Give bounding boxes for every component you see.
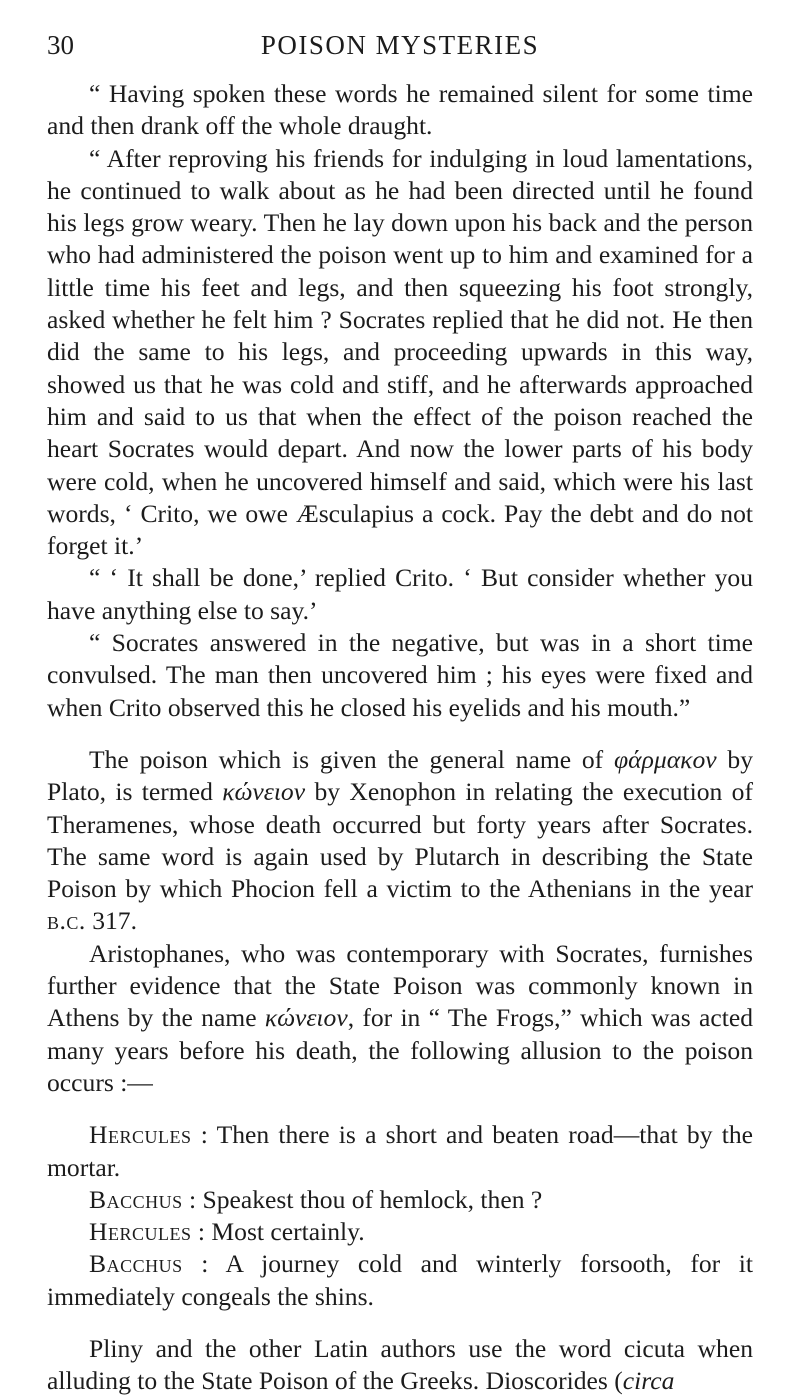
dialogue-line: Hercules : Then there is a short and beaten road—that by the mortar. <box>47 1120 753 1182</box>
dialogue-line: Hercules : Most certainly. <box>89 1217 365 1247</box>
paragraph-having-spoken: “ Having spoken these words he remained silent for some time and then drank off the whole draught. <box>47 79 753 141</box>
italic-circa: circa <box>622 1366 675 1396</box>
body-text <box>47 78 753 1398</box>
greek-term-pharmakon: φάρμακον <box>614 744 717 774</box>
page-number: 30 <box>47 30 74 60</box>
dialogue-line: Bacchus : Speakest thou of hemlock, then ? <box>89 1184 543 1214</box>
paragraph-socrates-answered: “ Socrates answered in the negative, but was in a short time convulsed. The man then uncovered him ; his eyes were fixed and when Crito observed this he closed his eyelids and his mouth.” <box>47 628 753 722</box>
speaker-name: Bacchus <box>89 1249 183 1279</box>
paragraph-poison-name: The poison which is given the general name of φάρμακον by Plato, is termed κώνειον by Xenophon in relating the execution of Theramenes, whose death occurred but forty years after Socrates. The same word is again used by Plutarch in describing the State Poison by which Phocion fell a victim to the Athenians in the year b.c. 317. <box>47 744 753 936</box>
paragraph-aristophanes: Aristophanes, who was contemporary with Socrates, furnishes further evidence that the State Poison was commonly known in Athens by the name κώνειον, for in “ The Frogs,” which was acted many years before his death, the following allusion to the poison occurs :— <box>47 938 753 1097</box>
paragraph-after-reproving: “ After reproving his friends for indulging in loud lamentations, he continued to walk about as he had been directed until he found his legs grow weary. Then he lay down upon his back and the person who had administered the poison went up to him and examined for a little time his feet and legs, and then squeezing his foot strongly, asked whether he felt him ? Socrates replied that he did not. He then did the same to his legs, and proceeding upwards in this way, showed us that he was cold and stiff, and he afterwards approached him and said to us that when the effect of the poison reached the heart Socrates would depart. And now the lower parts of his body were cold, when he uncovered himself and said, which were his last words, ‘ Crito, we owe Æsculapius a cock. Pay the debt and do not forget it.’ <box>47 143 753 561</box>
greek-term-koneion: κώνειον <box>222 777 306 807</box>
speaker-name: Hercules <box>89 1120 192 1150</box>
speaker-name: Hercules <box>89 1217 192 1247</box>
greek-term-koneion: κώνειον <box>264 1003 348 1033</box>
bc-abbreviation: b.c. <box>47 906 86 936</box>
running-head: POISON MYSTERIES <box>260 30 540 60</box>
paragraph-pliny: Pliny and the other Latin authors use the word cicuta when alluding to the State Poison of the Greeks. Dioscorides (circa <box>47 1333 753 1396</box>
dialogue-line: Bacchus : A journey cold and winterly forsooth, for it immediately congeals the shins. <box>47 1249 753 1311</box>
page-header <box>47 26 753 66</box>
speaker-name: Bacchus <box>89 1184 183 1214</box>
paragraph-it-shall-be-done: “ ‘ It shall be done,’ replied Crito. ‘ But consider whether you have anything else to say.’ <box>47 563 753 625</box>
